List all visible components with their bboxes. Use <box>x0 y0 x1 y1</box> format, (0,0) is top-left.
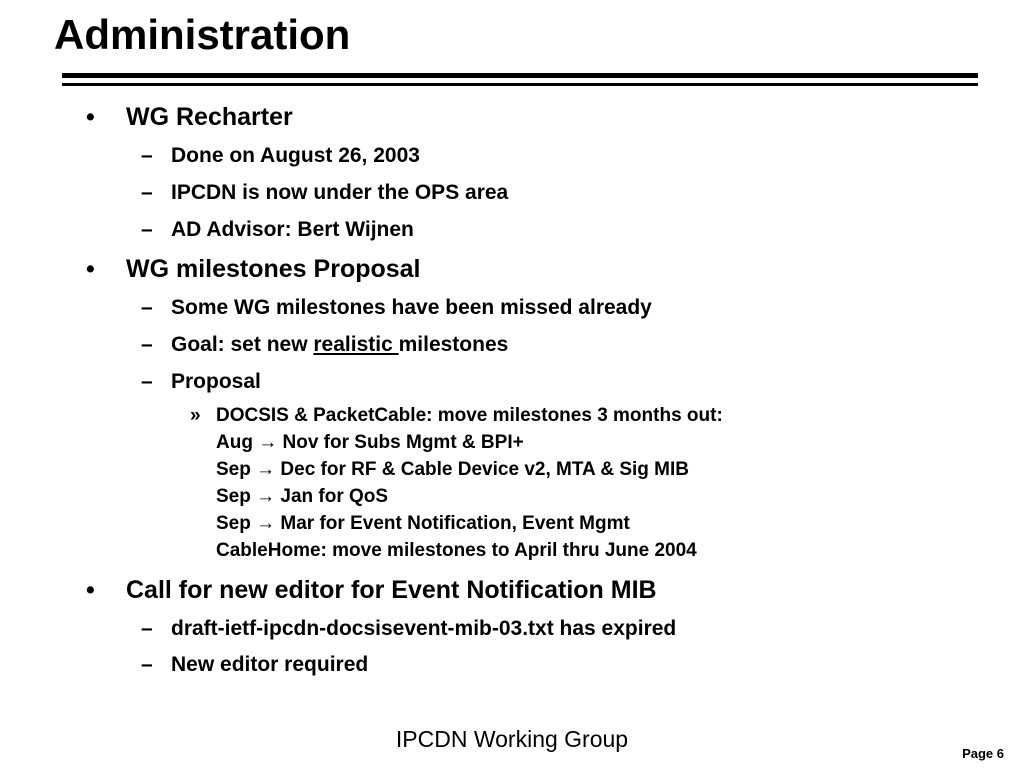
footer-text: IPCDN Working Group <box>395 726 629 752</box>
dash-marker: – <box>141 333 153 356</box>
proposal-line: Sep → Jan for QoS <box>216 486 389 507</box>
goal-text-before: Goal: set new <box>171 333 314 356</box>
bullet-marker: • <box>86 103 95 131</box>
proposal-line: Aug → Nov for Subs Mgmt & BPI+ <box>216 432 524 453</box>
sub-item: AD Advisor: Bert Wijnen <box>171 218 414 241</box>
dash-marker: – <box>141 296 153 319</box>
dash-marker: – <box>141 181 153 204</box>
title-rule-thick <box>62 73 978 78</box>
bullet-marker: • <box>86 576 95 604</box>
proposal-line: Sep → Dec for RF & Cable Device v2, MTA & Sig MIB <box>216 459 689 480</box>
dash-marker: – <box>141 653 153 676</box>
bullet-marker: • <box>86 255 95 283</box>
sub-item: New editor required <box>171 653 369 676</box>
sub-item: IPCDN is now under the OPS area <box>171 181 509 204</box>
goal-text-underlined: realistic <box>313 333 399 356</box>
bullet-recharter: WG Recharter <box>126 103 293 131</box>
bullet-editor: Call for new editor for Event Notification MIB <box>126 576 657 604</box>
goal-text-after: milestones <box>398 333 509 356</box>
title-rule-thin <box>62 83 978 86</box>
sub-item: draft-ietf-ipcdn-docsisevent-mib-03.txt has expired <box>171 617 677 640</box>
proposal-line: CableHome: move milestones to April thru June 2004 <box>216 540 697 561</box>
sub-item: Done on August 26, 2003 <box>171 144 420 167</box>
raquo-marker: » <box>190 405 201 426</box>
bullet-milestones: WG milestones Proposal <box>126 255 421 283</box>
dash-marker: – <box>141 370 153 393</box>
proposal-line: Sep → Mar for Event Notification, Event Mgmt <box>216 513 630 534</box>
sub-item: Proposal <box>171 370 261 393</box>
proposal-line: DOCSIS & PacketCable: move milestones 3 months out: <box>216 405 723 426</box>
sub-item: Some WG milestones have been missed already <box>171 296 652 319</box>
sub-item-goal <box>171 332 508 358</box>
dash-marker: – <box>141 218 153 241</box>
page-title: Administration <box>54 11 351 58</box>
dash-marker: – <box>141 617 153 640</box>
page-number: Page 6 <box>962 746 1004 761</box>
dash-marker: – <box>141 144 153 167</box>
